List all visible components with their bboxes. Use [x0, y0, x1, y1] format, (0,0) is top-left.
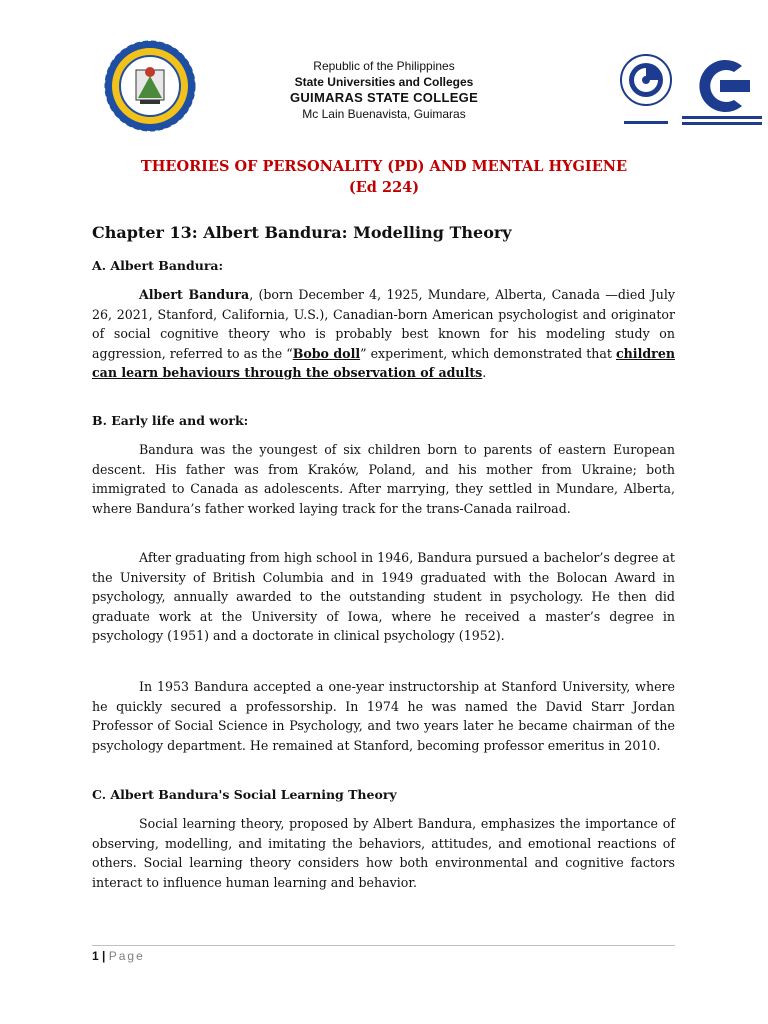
letterhead	[0, 0, 768, 140]
early-life-paragraph-2: After graduating from high school in 1946, Bandura pursued a bachelor’s degree at the University of British Columbia and in 1949 graduated with the Bolocan Award in psychology, annually awarded to the outstanding student in psychology. He then did graduate work at the University of Iowa, where he received a master’s degree in psychology (1951) and a doctorate in clinical psychology (1952).	[92, 550, 675, 643]
section-a-heading: A. Albert Bandura:	[92, 258, 224, 273]
jas-anz-logo-icon	[680, 50, 764, 130]
suc-line: State Universities and Colleges	[294, 75, 474, 89]
page-indicator	[92, 949, 145, 963]
course-code: (Ed 224)	[348, 179, 420, 196]
college-name: GUIMARAS STATE COLLEGE	[289, 90, 479, 105]
section-c-heading: C. Albert Bandura's Social Learning Theory	[92, 787, 397, 802]
course-title	[92, 156, 676, 198]
course-title-line1: THEORIES OF PERSONALITY (PD) AND MENTAL HYGIENE	[140, 158, 628, 175]
section-b-heading: B. Early life and work:	[92, 413, 249, 428]
section-a-paragraph	[92, 285, 675, 383]
socotec-logo-icon	[614, 50, 678, 130]
bandura-name: Albert Bandura	[139, 287, 250, 302]
bobo-doll-term: Bobo doll	[292, 345, 361, 361]
college-address: Mc Lain Buenavista, Guimaras	[302, 107, 466, 121]
page-label: Page	[108, 949, 145, 963]
early-life-paragraph-3: In 1953 Bandura accepted a one-year instructorship at Stanford University, where he quickly secured a professorship. In 1974 he was named the David Starr Jordan Professor of Social Science in Psychology, and two years later he became chairman of the psychology department. He remained at Stanford, becoming professor emeritus in 2010.	[92, 679, 675, 753]
republic-line: Republic of the Philippines	[313, 59, 455, 73]
certification-logos	[614, 50, 764, 130]
key-finding: children can learn behaviours through the observation of adults	[92, 345, 675, 380]
bio-text-3: .	[482, 365, 487, 380]
early-life-paragraph-1: Bandura was the youngest of six children born to parents of eastern European descent. His father was from Kraków, Poland, and his mother from Ukraine; both immigrated to Canada as adolescents. After marrying, they settled in Mundare, Alberta, where Bandura’s father worked laying track for the trans-Canada railroad.	[92, 442, 675, 516]
footer-rule	[92, 945, 675, 946]
institution-header	[200, 58, 568, 122]
bio-text-1: , (born December 4, 1925, Mundare, Alberta, Canada —died July 26, 2021, Stanford, California, U.S.), Canadian-born American psychologist and originator of social cognitive theory who is probably best known for his modeling study on aggression, referred to as the “	[92, 287, 675, 361]
page-number: 1	[92, 949, 99, 963]
college-seal-icon	[104, 40, 196, 132]
social-learning-paragraph: Social learning theory, proposed by Albert Bandura, emphasizes the importance of observing, modelling, and imitating the behaviors, attitudes, and emotional reactions of others. Social learning theory considers how both environmental and cognitive factors interact to influence human learning and behavior.	[92, 816, 675, 890]
page-separator: |	[102, 949, 106, 963]
bio-text-2: ” experiment, which demonstrated that	[360, 345, 616, 361]
chapter-heading: Chapter 13: Albert Bandura: Modelling Theory	[92, 223, 512, 242]
